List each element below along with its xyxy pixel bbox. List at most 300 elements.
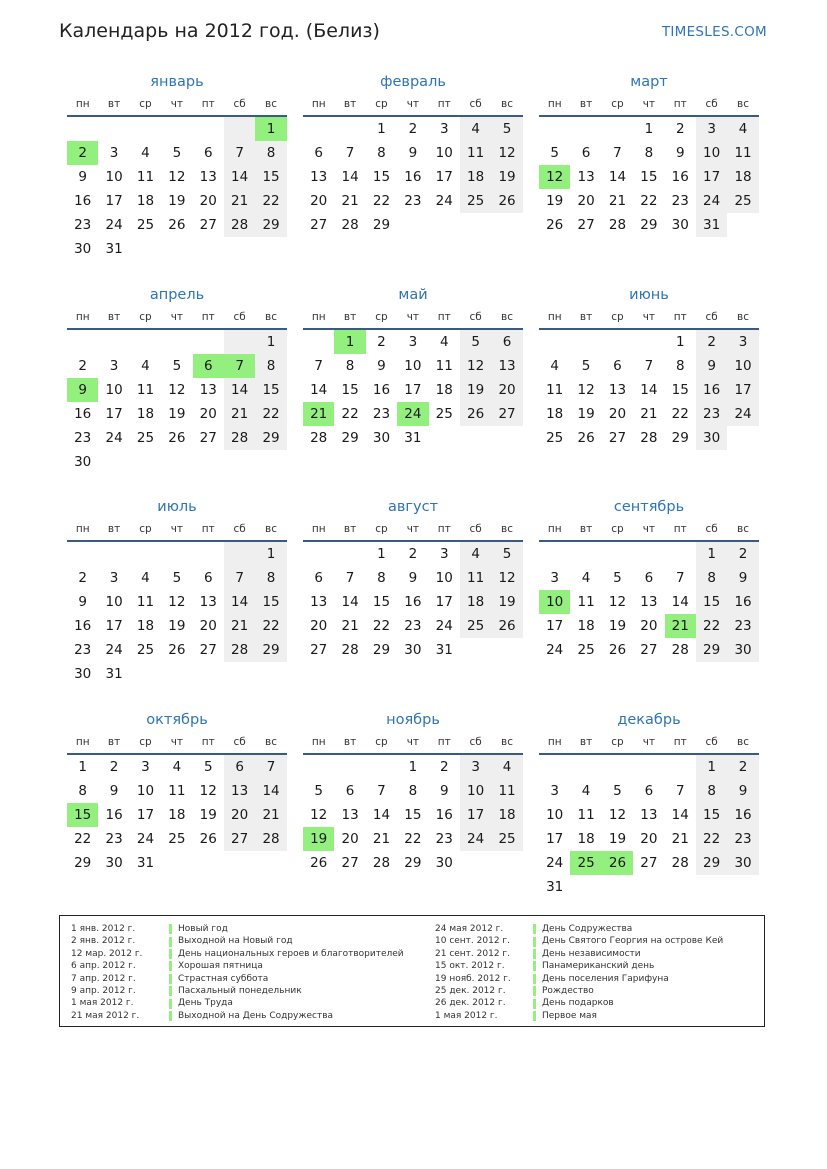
holiday-entry [71, 985, 404, 997]
day-cell: 17 [460, 803, 491, 827]
month-name: май [398, 287, 428, 303]
day-cell: 20 [199, 193, 217, 209]
holiday-list [59, 915, 765, 1027]
month-name: ноябрь [386, 712, 440, 728]
empty-day-cell [570, 330, 601, 354]
day-cell: 14 [255, 779, 286, 803]
day-cell: 19 [608, 618, 627, 634]
weekday-label: вс [501, 736, 514, 748]
day-cell: 22 [696, 614, 727, 638]
month-name: январь [150, 74, 204, 90]
day-cell: 14 [224, 590, 255, 614]
month-calendar [67, 710, 287, 875]
weekday-label: ср [139, 736, 152, 748]
day-cell: 29 [255, 213, 286, 237]
week-row [67, 542, 287, 566]
empty-day-cell [460, 213, 491, 237]
day-cell: 13 [341, 807, 359, 823]
day-cell: 14 [224, 378, 255, 402]
day-cell: 12 [608, 594, 627, 610]
holiday-date: 25 дек. 2012 г. [435, 985, 506, 996]
day-cell: 11 [577, 594, 595, 610]
day-cell: 30 [727, 851, 758, 875]
day-cell: 31 [435, 642, 453, 658]
month-name: октябрь [146, 712, 208, 728]
day-cell: 13 [199, 169, 217, 185]
month-calendar [303, 710, 523, 875]
day-cell: 19 [608, 831, 627, 847]
day-cell: 20 [310, 618, 328, 634]
day-cell: 4 [460, 117, 491, 141]
day-cell: 20 [310, 193, 328, 209]
week-row [67, 566, 287, 590]
holiday-day-cell: 26 [602, 851, 633, 875]
empty-day-cell [460, 851, 491, 875]
holiday-entry [71, 923, 404, 935]
week-row [67, 165, 287, 189]
day-cell: 6 [581, 145, 591, 161]
day-cell: 3 [439, 121, 449, 137]
day-cell: 3 [439, 546, 449, 562]
day-cell: 22 [255, 189, 286, 213]
weekday-label: ср [375, 736, 388, 748]
day-cell: 20 [341, 831, 359, 847]
weekday-label: сб [469, 98, 482, 110]
holiday-date: 21 сент. 2012 г. [435, 948, 511, 959]
empty-day-cell [602, 542, 633, 566]
day-cell: 22 [341, 406, 359, 422]
week-row [539, 141, 759, 165]
empty-day-cell [696, 875, 727, 899]
empty-day-cell [193, 330, 224, 354]
week-row [303, 189, 523, 213]
weekday-header [303, 307, 523, 327]
day-cell: 23 [74, 430, 92, 446]
day-cell: 7 [644, 358, 654, 374]
day-cell: 3 [109, 358, 119, 374]
empty-day-cell [67, 117, 98, 141]
day-cell: 18 [460, 590, 491, 614]
day-cell: 5 [172, 358, 182, 374]
empty-day-cell [193, 237, 224, 261]
day-cell: 26 [491, 614, 522, 638]
holiday-entry [71, 960, 404, 972]
day-cell: 27 [577, 217, 595, 233]
weekday-label: сб [469, 736, 482, 748]
day-cell: 26 [310, 855, 328, 871]
day-cell: 5 [550, 145, 559, 161]
day-cell: 2 [696, 330, 727, 354]
day-cell: 6 [644, 570, 654, 586]
empty-day-cell [130, 450, 161, 474]
day-cell: 14 [310, 382, 328, 398]
holiday-marker [533, 949, 536, 959]
weekday-header [539, 307, 759, 327]
day-cell: 16 [727, 803, 758, 827]
week-row [67, 803, 287, 827]
week-row [539, 566, 759, 590]
month-calendar [303, 72, 523, 237]
day-cell: 12 [199, 783, 217, 799]
weekday-label: ср [139, 98, 152, 110]
day-cell: 8 [644, 145, 654, 161]
week-row [67, 755, 287, 779]
weekday-label: чт [642, 98, 656, 110]
day-cell: 4 [727, 117, 758, 141]
weekday-label: чт [170, 736, 184, 748]
day-cell: 29 [372, 642, 391, 658]
weekday-label: вт [343, 311, 357, 323]
weekday-label: пн [75, 523, 90, 535]
empty-day-cell [161, 330, 192, 354]
day-cell: 2 [408, 546, 418, 562]
empty-day-cell [334, 755, 365, 779]
empty-day-cell [193, 662, 224, 686]
week-row [539, 638, 759, 662]
holiday-date: 1 янв. 2012 г. [71, 924, 136, 934]
day-cell: 6 [613, 358, 622, 374]
holiday-entry [71, 1010, 404, 1022]
empty-day-cell [130, 542, 161, 566]
day-cell: 29 [372, 217, 391, 233]
empty-day-cell [161, 237, 192, 261]
day-cell: 17 [435, 169, 453, 185]
empty-day-cell [98, 330, 129, 354]
day-cell: 25 [577, 642, 595, 658]
week-row [303, 779, 523, 803]
day-cell: 26 [546, 217, 564, 233]
month-calendar [67, 285, 287, 474]
empty-day-cell [570, 755, 601, 779]
empty-day-cell [539, 542, 570, 566]
month-calendar [67, 72, 287, 261]
day-cell: 25 [491, 827, 522, 851]
day-cell: 24 [727, 402, 758, 426]
week-row [303, 165, 523, 189]
day-cell: 7 [314, 358, 323, 374]
day-cell: 5 [172, 570, 182, 586]
empty-day-cell [633, 755, 664, 779]
weekday-label: пт [201, 523, 215, 535]
day-cell: 5 [460, 330, 491, 354]
day-cell: 18 [136, 193, 155, 209]
day-cell: 9 [675, 145, 685, 161]
day-cell: 11 [460, 566, 491, 590]
weekday-label: ср [375, 523, 388, 535]
day-cell: 11 [460, 141, 491, 165]
holiday-name: Выходной на Новый год [178, 936, 293, 947]
empty-day-cell [98, 117, 129, 141]
week-row [67, 213, 287, 237]
weekday-label: вт [343, 736, 357, 748]
day-cell: 3 [727, 330, 758, 354]
empty-day-cell [303, 330, 334, 354]
day-cell: 27 [640, 855, 658, 871]
holiday-date: 1 мая 2012 г. [435, 1010, 498, 1021]
day-cell: 27 [224, 827, 255, 851]
day-cell: 3 [550, 783, 559, 799]
weekday-header [67, 519, 287, 539]
day-cell: 13 [310, 594, 328, 610]
weekday-header [303, 732, 523, 752]
day-cell: 19 [168, 193, 186, 209]
day-cell: 1 [255, 542, 286, 566]
holiday-marker [169, 1011, 172, 1021]
day-cell: 15 [372, 594, 391, 610]
day-cell: 7 [675, 570, 685, 586]
day-cell: 15 [640, 169, 658, 185]
day-cell: 3 [109, 145, 119, 161]
week-row [303, 614, 523, 638]
holiday-marker [169, 986, 172, 996]
holiday-day-cell: 6 [193, 354, 224, 378]
empty-day-cell [193, 851, 224, 875]
weekday-label: вс [737, 523, 750, 535]
day-cell: 28 [224, 638, 255, 662]
empty-day-cell [224, 450, 255, 474]
holiday-day-cell: 9 [67, 378, 98, 402]
week-row [303, 213, 523, 237]
weekday-label: пн [75, 311, 90, 323]
weekday-label: вт [343, 523, 357, 535]
day-cell: 18 [136, 406, 155, 422]
day-cell: 26 [608, 642, 627, 658]
month-name: декабрь [617, 712, 681, 728]
day-cell: 23 [727, 827, 758, 851]
weekday-label: пт [673, 736, 687, 748]
week-row [539, 165, 759, 189]
week-row [539, 189, 759, 213]
holiday-entry [435, 997, 723, 1009]
empty-day-cell [539, 330, 570, 354]
week-row [303, 590, 523, 614]
empty-day-cell [727, 426, 758, 450]
day-cell: 1 [255, 330, 286, 354]
weekday-label: сб [233, 523, 246, 535]
holiday-day-cell: 15 [67, 803, 98, 827]
day-cell: 1 [78, 759, 87, 775]
day-cell: 1 [696, 755, 727, 779]
holiday-name: День независимости [542, 948, 641, 959]
day-cell: 18 [577, 618, 595, 634]
week-row [539, 851, 759, 875]
empty-day-cell [224, 330, 255, 354]
day-cell: 19 [577, 406, 595, 422]
empty-day-cell [224, 237, 255, 261]
weekday-header [67, 732, 287, 752]
week-row [67, 354, 287, 378]
week-row [67, 330, 287, 354]
day-cell: 27 [199, 642, 217, 658]
day-cell: 30 [105, 855, 123, 871]
month-calendar [539, 497, 759, 662]
holiday-marker [169, 974, 172, 984]
empty-day-cell [98, 450, 129, 474]
day-cell: 7 [224, 141, 255, 165]
day-cell: 17 [546, 831, 564, 847]
weekday-label: вт [107, 736, 121, 748]
day-cell: 3 [696, 117, 727, 141]
day-cell: 27 [608, 430, 627, 446]
weekday-label: чт [170, 311, 184, 323]
day-cell: 8 [675, 358, 685, 374]
day-cell: 15 [255, 378, 286, 402]
month-name: февраль [380, 74, 446, 90]
day-cell: 11 [577, 807, 595, 823]
day-cell: 10 [435, 570, 453, 586]
week-row [539, 378, 759, 402]
week-row [539, 213, 759, 237]
day-cell: 6 [345, 783, 355, 799]
empty-day-cell [255, 450, 286, 474]
day-cell: 29 [671, 430, 689, 446]
day-cell: 6 [314, 570, 323, 586]
day-cell: 25 [136, 642, 155, 658]
empty-day-cell [429, 426, 460, 450]
day-cell: 10 [136, 783, 155, 799]
weekday-header [539, 732, 759, 752]
day-cell: 30 [404, 642, 422, 658]
day-cell: 12 [577, 382, 595, 398]
day-cell: 28 [671, 855, 689, 871]
day-cell: 29 [696, 638, 727, 662]
day-cell: 21 [608, 193, 627, 209]
day-cell: 17 [727, 378, 758, 402]
day-cell: 8 [408, 783, 418, 799]
empty-day-cell [130, 237, 161, 261]
holiday-day-cell: 25 [570, 851, 601, 875]
day-cell: 21 [341, 193, 359, 209]
weekday-label: чт [642, 311, 656, 323]
day-cell: 16 [435, 807, 453, 823]
month-calendar [539, 710, 759, 899]
holiday-name: Первое мая [542, 1010, 597, 1021]
empty-day-cell [224, 851, 255, 875]
week-row [67, 189, 287, 213]
day-cell: 8 [345, 358, 355, 374]
day-cell: 12 [491, 566, 522, 590]
week-row [539, 827, 759, 851]
day-cell: 2 [377, 334, 386, 350]
empty-day-cell [602, 117, 633, 141]
holiday-day-cell: 12 [539, 165, 570, 189]
weekday-label: пн [75, 736, 90, 748]
day-cell: 1 [644, 121, 654, 137]
site-link[interactable]: TIMESLES.COM [661, 24, 767, 40]
day-cell: 22 [255, 402, 286, 426]
day-cell: 15 [372, 169, 391, 185]
holiday-entry [435, 1010, 723, 1022]
day-cell: 19 [168, 406, 186, 422]
day-cell: 6 [203, 145, 213, 161]
day-cell: 9 [727, 566, 758, 590]
day-cell: 7 [345, 570, 355, 586]
day-cell: 12 [168, 594, 186, 610]
holiday-marker [169, 937, 172, 947]
day-cell: 15 [404, 807, 422, 823]
day-cell: 30 [74, 241, 92, 257]
empty-day-cell [602, 755, 633, 779]
holiday-name: Выходной на День Содружества [178, 1010, 334, 1021]
weekday-label: вс [265, 311, 278, 323]
day-cell: 25 [136, 217, 155, 233]
week-row [303, 566, 523, 590]
holiday-entry [435, 935, 723, 947]
day-cell: 16 [372, 382, 391, 398]
day-cell: 2 [78, 570, 87, 586]
weekday-label: сб [469, 523, 482, 535]
day-cell: 23 [372, 406, 391, 422]
empty-day-cell [193, 542, 224, 566]
holiday-name: День национальных героев и благотворителей [178, 948, 404, 959]
day-cell: 21 [372, 831, 391, 847]
day-cell: 18 [577, 831, 595, 847]
day-cell: 16 [404, 169, 422, 185]
week-row [303, 827, 523, 851]
day-cell: 18 [168, 807, 186, 823]
day-cell: 19 [460, 378, 491, 402]
empty-day-cell [491, 213, 522, 237]
week-row [539, 354, 759, 378]
day-cell: 5 [314, 783, 323, 799]
holiday-entry [435, 985, 723, 997]
empty-day-cell [539, 117, 570, 141]
weekday-label: вс [501, 98, 514, 110]
day-cell: 5 [491, 542, 522, 566]
day-cell: 17 [404, 382, 422, 398]
weekday-label: вт [343, 98, 357, 110]
holiday-date: 1 мая 2012 г. [71, 998, 134, 1009]
page-title: Календарь на 2012 год. (Белиз) [59, 20, 380, 42]
week-row [67, 662, 287, 686]
day-cell: 23 [74, 642, 92, 658]
day-cell: 25 [136, 430, 155, 446]
weekday-label: ср [611, 311, 624, 323]
day-cell: 22 [696, 827, 727, 851]
day-cell: 28 [671, 642, 689, 658]
day-cell: 10 [435, 145, 453, 161]
empty-day-cell [665, 755, 696, 779]
weekday-label: пн [311, 311, 326, 323]
month-calendar [539, 285, 759, 450]
day-cell: 24 [546, 855, 564, 871]
day-cell: 3 [460, 755, 491, 779]
weekday-label: вс [737, 736, 750, 748]
day-cell: 28 [341, 217, 359, 233]
day-cell: 14 [640, 382, 658, 398]
day-cell: 10 [460, 779, 491, 803]
empty-day-cell [161, 542, 192, 566]
empty-day-cell [570, 542, 601, 566]
day-cell: 11 [727, 141, 758, 165]
day-cell: 31 [404, 430, 422, 446]
day-cell: 11 [435, 358, 453, 374]
day-cell: 2 [408, 121, 418, 137]
day-cell: 19 [491, 165, 522, 189]
week-row [303, 755, 523, 779]
weekday-header [67, 94, 287, 114]
day-cell: 18 [435, 382, 453, 398]
empty-day-cell [67, 330, 98, 354]
week-row [67, 590, 287, 614]
day-cell: 28 [255, 827, 286, 851]
day-cell: 16 [696, 378, 727, 402]
week-row [539, 402, 759, 426]
day-cell: 25 [460, 189, 491, 213]
week-row [67, 141, 287, 165]
weekday-label: сб [705, 98, 718, 110]
day-cell: 16 [105, 807, 123, 823]
